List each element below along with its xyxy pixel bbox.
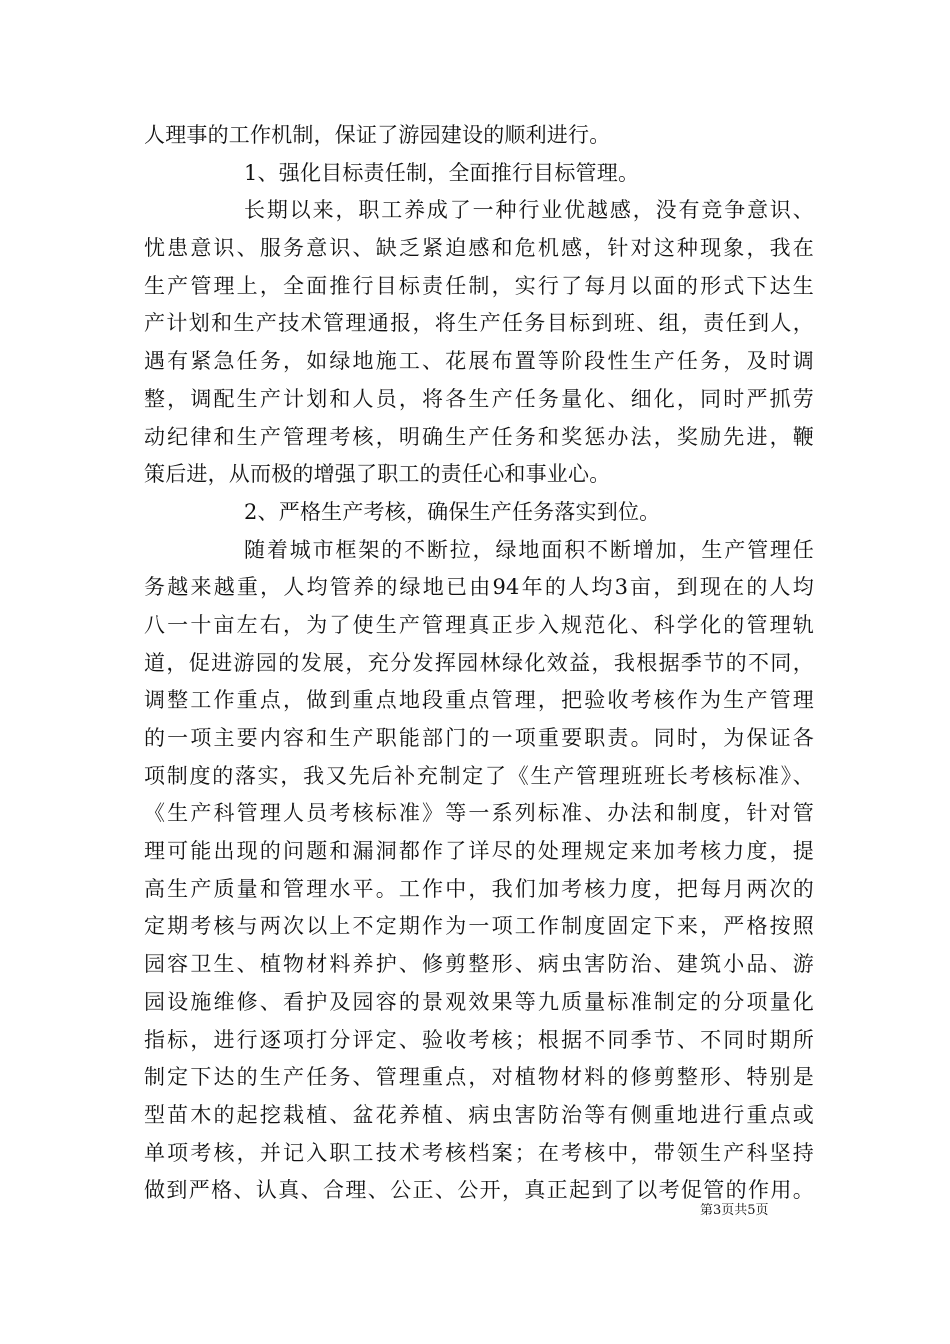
text-line: 道，促进游园的发展，充分发挥园林绿化效益，我根据季节的不同， bbox=[144, 650, 814, 675]
text-line: 理可能出现的问题和漏洞都作了详尽的处理规定来加考核力度，提 bbox=[144, 839, 814, 864]
section-heading: 1、强化目标责任制，全面推行目标管理。 bbox=[244, 160, 640, 185]
text-line: 动纪律和生产管理考核，明确生产任务和奖惩办法，奖励先进，鞭 bbox=[144, 424, 814, 449]
text-line: 指标，进行逐项打分评定、验收考核；根据不同季节、不同时期所 bbox=[144, 1027, 814, 1052]
text-line: 务越来越重，人均管养的绿地已由94年的人均3亩，到现在的人均 bbox=[144, 575, 814, 600]
text-line: 遇有紧急任务，如绿地施工、花展布置等阶段性生产任务，及时调 bbox=[144, 349, 814, 374]
section-heading: 2、严格生产考核，确保生产任务落实到位。 bbox=[244, 499, 661, 524]
text-line: 型苗木的起挖栽植、盆花养植、病虫害防治等有侧重地进行重点或 bbox=[144, 1102, 814, 1127]
text-line: 整，调配生产计划和人员，将各生产任务量化、细化，同时严抓劳 bbox=[144, 386, 814, 411]
text-line: 生产管理上，全面推行目标责任制，实行了每月以面的形式下达生 bbox=[144, 273, 814, 298]
text-line: 定期考核与两次以上不定期作为一项工作制度固定下来，严格按照 bbox=[144, 914, 814, 939]
text-line: 园设施维修、看护及园容的景观效果等九质量标准制定的分项量化 bbox=[144, 989, 814, 1014]
text-line: 八一十亩左右，为了使生产管理真正步入规范化、科学化的管理轨 bbox=[144, 612, 814, 637]
text-line: 人理事的工作机制，保证了游园建设的顺利进行。 bbox=[144, 123, 611, 147]
paragraph-first-line: 长期以来，职工养成了一种行业优越感，没有竞争意识、 bbox=[244, 198, 814, 223]
text-line: 高生产质量和管理水平。工作中，我们加考核力度，把每月两次的 bbox=[144, 876, 814, 901]
text-line: 《生产科管理人员考核标准》等一系列标准、办法和制度，针对管 bbox=[144, 801, 814, 826]
text-line: 的一项主要内容和生产职能部门的一项重要职责。同时，为保证各 bbox=[144, 726, 814, 750]
text-line: 项制度的落实，我又先后补充制定了《生产管理班班长考核标准》、 bbox=[144, 763, 814, 788]
body-text bbox=[144, 117, 814, 1210]
text-line: 产计划和生产技术管理通报，将生产任务目标到班、组，责任到人， bbox=[144, 311, 814, 336]
text-line: 园容卫生、植物材料养护、修剪整形、病虫害防治、建筑小品、游 bbox=[144, 952, 814, 977]
text-line: 忧患意识、服务意识、缺乏紧迫感和危机感，针对这种现象，我在 bbox=[144, 236, 814, 261]
paragraph-first-line: 随着城市框架的不断拉，绿地面积不断增加，生产管理任 bbox=[244, 537, 814, 562]
text-line: 单项考核，并记入职工技术考核档案；在考核中，带领生产科坚持 bbox=[144, 1140, 814, 1165]
page-number: 第3页共5页 bbox=[700, 1203, 769, 1218]
text-line: 做到严格、认真、合理、公正、公开，真正起到了以考促管的作用。 bbox=[144, 1178, 814, 1203]
text-line: 调整工作重点，做到重点地段重点管理，把验收考核作为生产管理 bbox=[144, 688, 814, 713]
text-line: 策后进，从而极的增强了职工的责任心和事业心。 bbox=[144, 462, 611, 487]
text-line: 制定下达的生产任务、管理重点，对植物材料的修剪整形、特别是 bbox=[144, 1065, 814, 1090]
